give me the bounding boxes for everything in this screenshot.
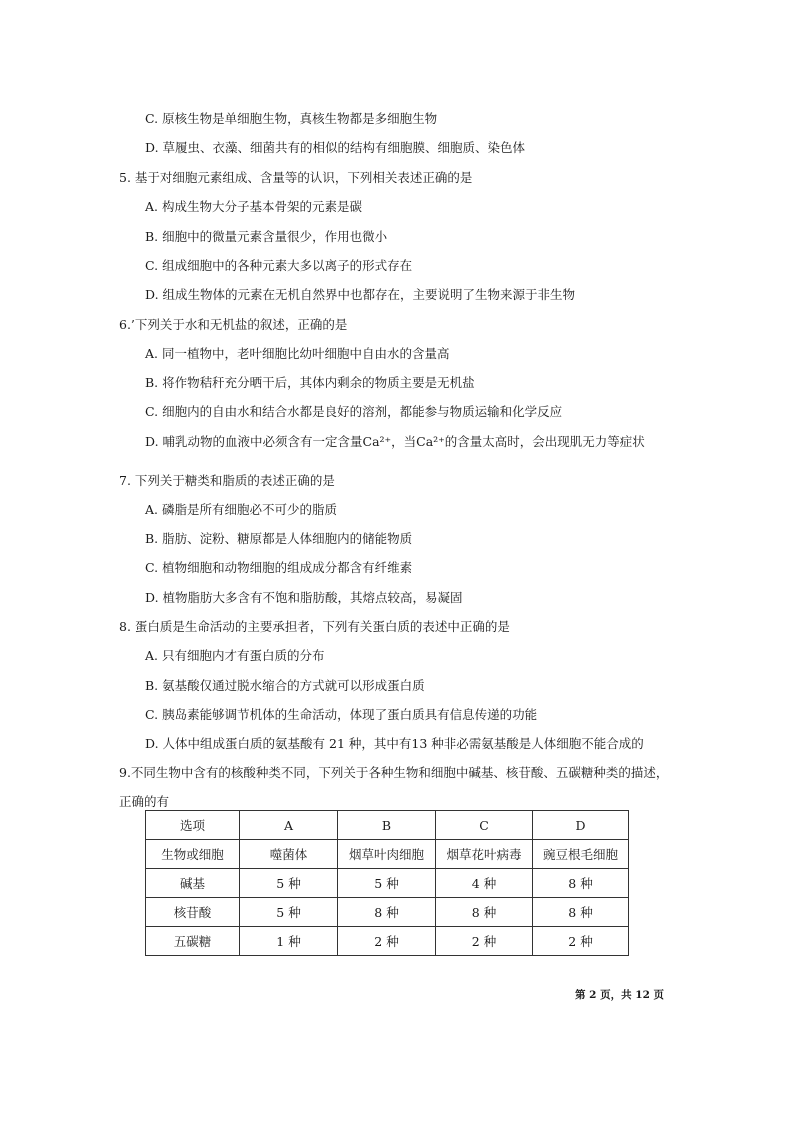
table-cell: 2 种: [338, 927, 436, 956]
answer-option: D. 草履虫、衣藻、细菌共有的相似的结构有细胞膜、细胞质、染色体: [145, 140, 526, 155]
answer-option: B. 将作物秸秆充分晒干后，其体内剩余的物质主要是无机盐: [145, 375, 475, 390]
question-stem: 正确的有: [119, 794, 170, 809]
answer-option: D. 植物脂肪大多含有不饱和脂肪酸，其熔点较高，易凝固: [145, 590, 463, 605]
answer-option: C. 植物细胞和动物细胞的组成成分都含有纤维素: [145, 560, 413, 575]
table-row: [146, 811, 629, 840]
table-cell: 5 种: [338, 869, 436, 898]
answer-option: B. 脂肪、淀粉、糖原都是人体细胞内的储能物质: [145, 531, 413, 546]
table-cell: 5 种: [240, 898, 338, 927]
question-stem: 7. 下列关于糖类和脂质的表述正确的是: [119, 473, 335, 488]
question-stem: 9.不同生物中含有的核酸种类不同，下列关于各种生物和细胞中碱基、核苷酸、五碳糖种类的描述，: [119, 765, 669, 780]
answer-option: C. 原核生物是单细胞生物，真核生物都是多细胞生物: [145, 111, 438, 126]
table-cell: 五碳糖: [146, 927, 240, 956]
answer-option: A. 构成生物大分子基本骨架的元素是碳: [145, 199, 362, 214]
table-cell: 4 种: [436, 869, 533, 898]
table-cell: 选项: [146, 811, 240, 840]
answer-option: D. 哺乳动物的血液中必须含有一定含量Ca²⁺，当Ca²⁺的含量太高时，会出现肌无力等症状: [145, 434, 645, 449]
answer-option: B. 氨基酸仅通过脱水缩合的方式就可以形成蛋白质: [145, 678, 425, 693]
table-row: [146, 869, 629, 898]
table-row: [146, 927, 629, 956]
table-row: [146, 840, 629, 869]
table-cell: 烟草花叶病毒: [436, 840, 533, 869]
answer-option: A. 磷脂是所有细胞必不可少的脂质: [145, 502, 337, 517]
answer-option: C. 组成细胞中的各种元素大多以离子的形式存在: [145, 258, 413, 273]
table-cell: 5 种: [240, 869, 338, 898]
table-cell: D: [533, 811, 629, 840]
table-row: [146, 898, 629, 927]
answer-option: C. 细胞内的自由水和结合水都是良好的溶剂，都能参与物质运输和化学反应: [145, 404, 563, 419]
table-cell: 8 种: [533, 869, 629, 898]
answer-options-table: [145, 810, 629, 956]
table-cell: C: [436, 811, 533, 840]
table-cell: 8 种: [533, 898, 629, 927]
table-cell: 核苷酸: [146, 898, 240, 927]
table-cell: 豌豆根毛细胞: [533, 840, 629, 869]
table-cell: 烟草叶肉细胞: [338, 840, 436, 869]
question-stem: 8. 蛋白质是生命活动的主要承担者，下列有关蛋白质的表述中正确的是: [119, 619, 510, 634]
table-cell: 2 种: [533, 927, 629, 956]
table-cell: 8 种: [436, 898, 533, 927]
table-cell: A: [240, 811, 338, 840]
answer-option: D. 人体中组成蛋白质的氨基酸有 21 种，其中有13 种非必需氨基酸是人体细胞不能合成的: [145, 736, 644, 751]
table-cell: 2 种: [436, 927, 533, 956]
answer-option: B. 细胞中的微量元素含量很少，作用也微小: [145, 229, 388, 244]
page-number: 第 2 页，共 12 页: [575, 989, 665, 1001]
table-cell: 1 种: [240, 927, 338, 956]
question-stem: 5. 基于对细胞元素组成、含量等的认识，下列相关表述正确的是: [119, 170, 473, 185]
table-cell: 噬菌体: [240, 840, 338, 869]
answer-option: C. 胰岛素能够调节机体的生命活动，体现了蛋白质具有信息传递的功能: [145, 707, 538, 722]
answer-option: D. 组成生物体的元素在无机自然界中也都存在，主要说明了生物来源于非生物: [145, 287, 576, 302]
answer-option: A. 同一植物中，老叶细胞比幼叶细胞中自由水的含量高: [145, 346, 450, 361]
table-cell: 碱基: [146, 869, 240, 898]
table-cell: B: [338, 811, 436, 840]
table-cell: 8 种: [338, 898, 436, 927]
table-cell: 生物或细胞: [146, 840, 240, 869]
question-stem: 6.’下列关于水和无机盐的叙述，正确的是: [119, 317, 348, 332]
answer-option: A. 只有细胞内才有蛋白质的分布: [145, 648, 325, 663]
